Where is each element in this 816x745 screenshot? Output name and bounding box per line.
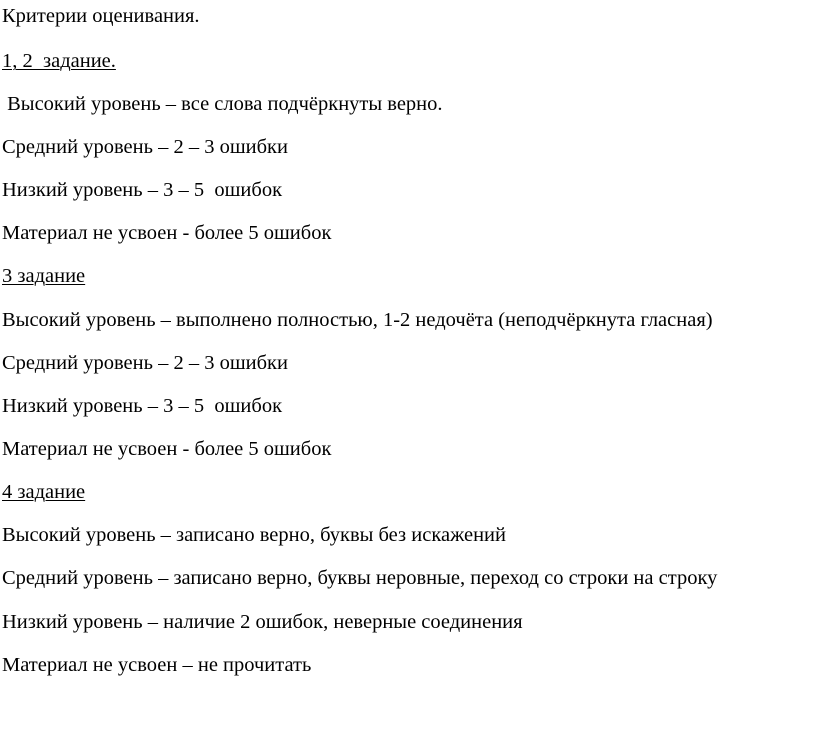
section-1-line-medium: Средний уровень – 2 – 3 ошибки xyxy=(2,136,288,158)
section-3-line-high: Высокий уровень – записано верно, буквы без искажений xyxy=(2,524,506,546)
section-2-line-high: Высокий уровень – выполнено полностью, 1-2 недочёта (неподчёркнута гласная) xyxy=(2,309,713,331)
section-2-line-medium: Средний уровень – 2 – 3 ошибки xyxy=(2,352,288,374)
document-title: Критерии оценивания. xyxy=(2,5,200,27)
section-3-line-fail: Материал не усвоен – не прочитать xyxy=(2,654,312,676)
section-3-heading: 4 задание xyxy=(2,481,86,503)
section-3-line-low: Низкий уровень – наличие 2 ошибок, неверные соединения xyxy=(2,611,523,633)
section-1-line-high: Высокий уровень – все слова подчёркнуты верно. xyxy=(2,93,443,115)
section-1-line-fail: Материал не усвоен - более 5 ошибок xyxy=(2,222,332,244)
section-1-heading: 1, 2 задание. xyxy=(2,50,116,72)
section-1-line-low: Низкий уровень – 3 – 5 ошибок xyxy=(2,179,283,201)
section-2-heading: 3 задание xyxy=(2,265,86,287)
section-2-line-low: Низкий уровень – 3 – 5 ошибок xyxy=(2,395,283,417)
section-3-line-medium: Средний уровень – записано верно, буквы неровные, переход со строки на строку xyxy=(2,567,718,589)
section-2-line-fail: Материал не усвоен - более 5 ошибок xyxy=(2,438,332,460)
